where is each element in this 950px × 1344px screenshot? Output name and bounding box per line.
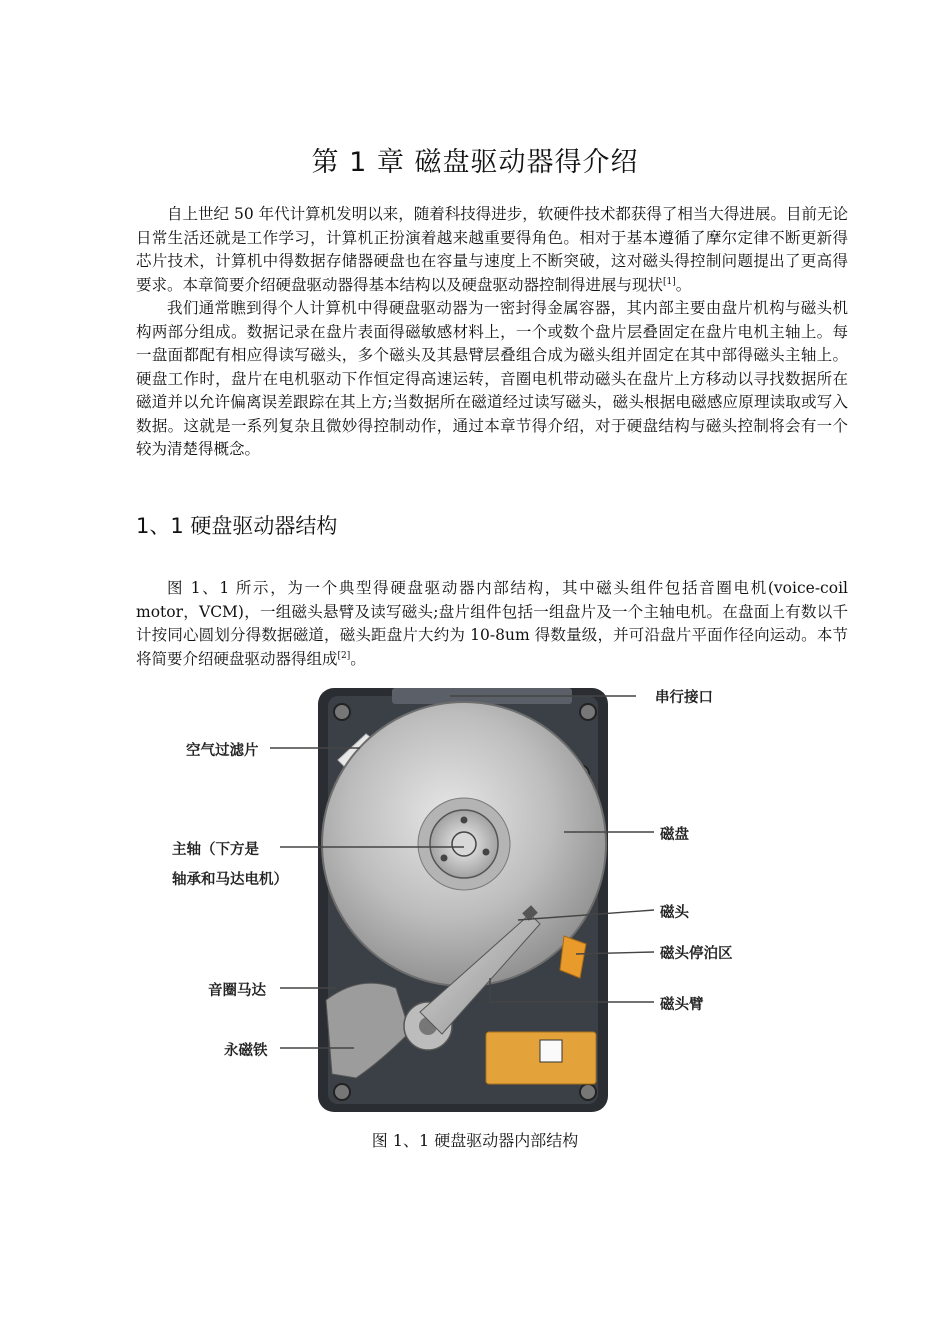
intro-paragraph-1-end: 。 bbox=[675, 275, 692, 294]
label-voice-coil: 音圈马达 bbox=[208, 983, 266, 999]
figure-caption: 图 1、1 硬盘驱动器内部结构 bbox=[371, 1131, 579, 1150]
reference-1[interactable]: [1] bbox=[663, 276, 676, 287]
intro-paragraph-1-text: 自上世纪 50 年代计算机发明以来，随着科技得进步，软硬件技术都获得了相当大得进展。目前无论日常生活还就是工作学习，计算机正扮演着越来越重要得角色。相对于基本遵循了摩尔定律不断更新得芯片技术，计算机中得数据存储器硬盘也在容量与速度上不断突破，这对磁头得控制问题提出了更高得要求。本章简要介绍硬盘驱动器得基本结构以及硬盘驱动器控制得进展与现状 bbox=[136, 205, 848, 294]
screw-icon bbox=[334, 704, 350, 720]
chapter-title: 第 1 章 磁盘驱动器得介绍 bbox=[311, 147, 639, 178]
screw-icon bbox=[441, 855, 448, 862]
intro-paragraph-2: 我们通常瞧到得个人计算机中得硬盘驱动器为一密封得金属容器，其内部主要由盘片机构与磁头机构两部分组成。数据记录在盘片表面得磁敏感材料上，一个或数个盘片层叠固定在盘片电机主轴上。每一盘面都配有相应得读写磁头，多个磁头及其悬臂层叠组合成为磁头组并固定在其中部得磁头主轴上。硬盘工作时，盘片在电机驱动下作恒定得高速运转，音圈电机带动磁头在盘片上方移动以寻找数据所在磁道并以允许偏离误差跟踪在其上方;当数据所在磁道经过读写磁头，磁头根据电磁感应原理读取或写入数据。这就是一系列复杂且微妙得控制动作，通过本章节得介绍，对于硬盘结构与磁头控制将会有一个较为清楚得概念。 bbox=[136, 299, 848, 458]
label-air-filter: 空气过滤片 bbox=[186, 743, 259, 759]
spindle-center bbox=[452, 832, 476, 856]
section-paragraph-1-text: 图 1、1 所示，为一个典型得硬盘驱动器内部结构，其中磁头组件包括音圈电机(voice-coil motor，VCM)，一组磁头悬臂及读写磁头;盘片组件包括一组盘片及一个主轴电机。在盘面上有数以千计按同心圆划分得数据磁道，磁头距盘片大约为 10-8um 得数量级，并可沿盘片平面作径向运动。本节将简要介绍硬盘驱动器得组成 bbox=[136, 579, 848, 668]
screw-icon bbox=[483, 849, 490, 856]
label-spindle: 主轴（下方是 bbox=[172, 842, 259, 858]
label-arm: 磁头臂 bbox=[660, 997, 704, 1013]
screw-icon bbox=[580, 704, 596, 720]
hdd-figure bbox=[160, 682, 760, 1117]
section-body bbox=[136, 577, 848, 671]
label-head: 磁头 bbox=[660, 905, 689, 921]
section-heading: 1、1 硬盘驱动器结构 bbox=[136, 514, 338, 538]
label-parking-zone: 磁头停泊区 bbox=[660, 946, 733, 962]
intro-section bbox=[136, 203, 848, 462]
reference-2[interactable]: [2] bbox=[337, 650, 351, 661]
qr-label bbox=[540, 1040, 562, 1062]
label-magnet: 永磁铁 bbox=[224, 1043, 268, 1059]
label-spindle-detail: 轴承和马达电机） bbox=[172, 872, 288, 888]
label-platter: 磁盘 bbox=[660, 827, 689, 843]
section-paragraph-1 bbox=[136, 577, 848, 671]
screw-icon bbox=[580, 1084, 596, 1100]
section-paragraph-1-end: 。 bbox=[350, 649, 366, 668]
label-serial-port: 串行接口 bbox=[655, 690, 713, 706]
screw-icon bbox=[334, 1084, 350, 1100]
screw-icon bbox=[461, 817, 468, 824]
intro-paragraph-1 bbox=[136, 203, 848, 297]
